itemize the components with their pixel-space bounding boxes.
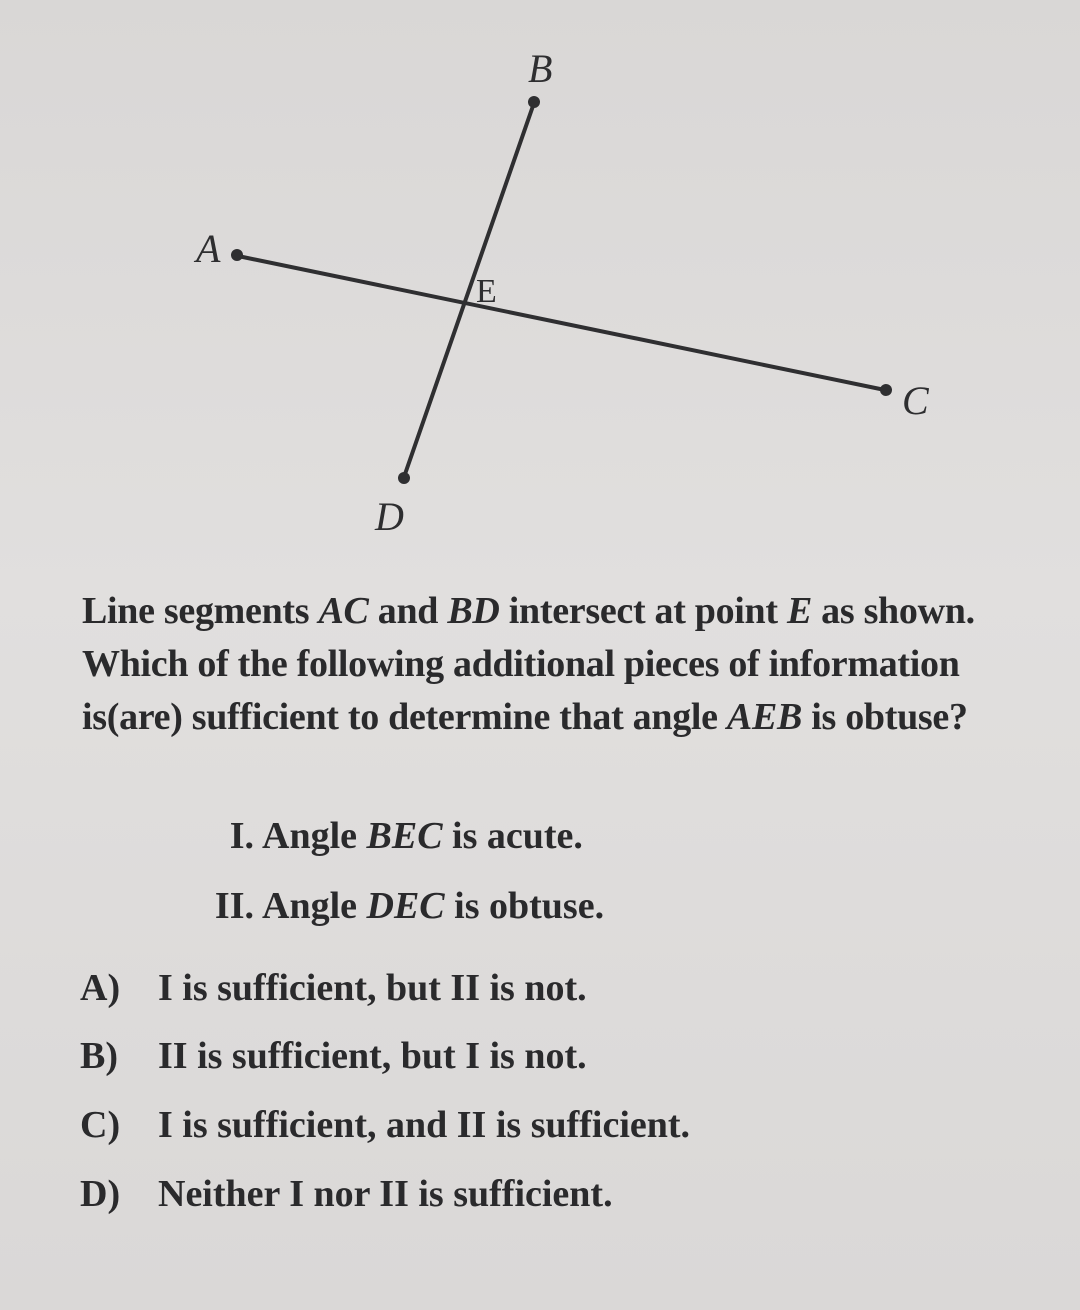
answer-choice-c[interactable] xyxy=(80,1103,690,1147)
label-d: D xyxy=(375,494,404,539)
statement-1-numeral: I. xyxy=(229,815,254,857)
label-a: A xyxy=(196,226,221,271)
statement-2-angle: DEC xyxy=(366,885,445,927)
segment-name-ac: AC xyxy=(318,590,369,632)
statement-1-post: is acute. xyxy=(442,815,583,857)
point-name-e: E xyxy=(786,590,812,632)
statement-1 xyxy=(192,814,583,858)
choice-d-letter: D) xyxy=(80,1173,121,1215)
choice-b-text: II is sufficient, but I is not. xyxy=(158,1035,587,1077)
point-c-dot xyxy=(880,384,892,396)
question-paragraph xyxy=(82,585,1022,744)
answer-choice-d[interactable] xyxy=(80,1172,613,1216)
choice-a-letter: A) xyxy=(80,967,121,1009)
statement-2-post: is obtuse. xyxy=(444,885,605,927)
intersecting-segments-diagram xyxy=(0,0,1080,560)
statement-1-angle: BEC xyxy=(366,815,443,857)
statement-2-pre: Angle xyxy=(262,885,367,927)
answer-choice-b[interactable] xyxy=(80,1034,587,1078)
choice-c-text: I is sufficient, and II is sufficient. xyxy=(158,1104,691,1146)
question-part-5: is obtuse? xyxy=(802,696,968,738)
statement-2 xyxy=(192,884,604,928)
segment-name-bd: BD xyxy=(447,590,500,632)
question-text xyxy=(82,585,1022,744)
question-part-1: Line segments xyxy=(82,590,319,632)
point-d-dot xyxy=(398,472,410,484)
point-a-dot xyxy=(231,249,243,261)
choice-d-text: Neither I nor II is sufficient. xyxy=(158,1173,613,1215)
label-c: C xyxy=(902,378,929,423)
question-part-4: as shown. Which of the following additional pieces of information is(are) sufficient to determine that angle xyxy=(82,590,975,738)
choice-c-letter: C) xyxy=(80,1104,121,1146)
statement-2-numeral: II. xyxy=(214,885,254,927)
choice-a-text: I is sufficient, but II is not. xyxy=(158,967,587,1009)
point-b-dot xyxy=(528,96,540,108)
geometry-figure xyxy=(0,0,1080,560)
question-part-3: intersect at point xyxy=(499,590,787,632)
answer-choice-a[interactable] xyxy=(80,966,587,1010)
label-e: E xyxy=(476,273,497,310)
angle-name-aeb: AEB xyxy=(726,696,803,738)
segment-bd xyxy=(404,103,534,477)
choice-b-letter: B) xyxy=(80,1035,118,1077)
question-part-2: and xyxy=(368,590,448,632)
label-b: B xyxy=(528,46,553,91)
segment-ac xyxy=(238,256,885,390)
statement-1-pre: Angle xyxy=(262,815,367,857)
